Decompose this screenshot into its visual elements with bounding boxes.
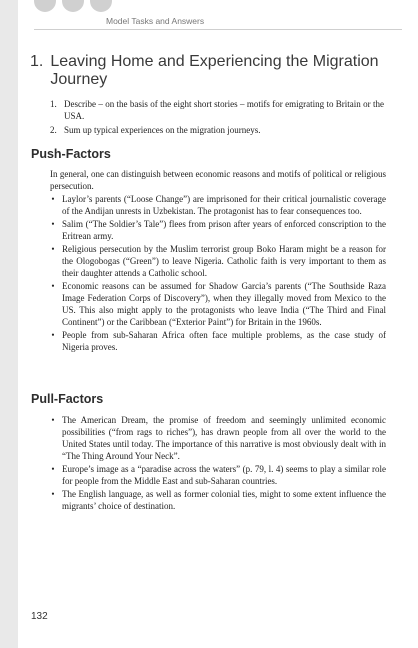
bullet-text: Europe’s image as a “paradise across the waters” (p. 79, l. 4) seems to play a similar role for people from the Middle East and sub-Saharan countries. bbox=[62, 464, 386, 486]
chapter-number: 1. bbox=[30, 53, 44, 70]
task-list bbox=[50, 98, 384, 138]
page-tabs bbox=[34, 0, 112, 12]
header-divider bbox=[34, 29, 402, 30]
bullet-text: Laylor’s parents (“Loose Change”) are imprisoned for their critical journalistic coverage of the Andijan unrests in Uzbekistan. The protagonist has to fear consequences too. bbox=[62, 194, 386, 216]
bullet-icon: • bbox=[51, 244, 55, 254]
bullet-text: Religious persecution by the Muslim terrorist group Boko Haram might be a reason for the Ologobogas (“Green”) to leave Nigeria. Catholic faith is very important to them as their daughter attends a Catholic school. bbox=[62, 244, 386, 278]
list-item bbox=[50, 280, 386, 328]
running-header: Model Tasks and Answers bbox=[106, 16, 205, 26]
pull-factors-heading: Pull-Factors bbox=[31, 392, 104, 406]
bullet-icon: • bbox=[51, 330, 55, 340]
task-item bbox=[50, 98, 384, 122]
bullet-icon: • bbox=[51, 194, 55, 204]
list-item bbox=[50, 463, 386, 487]
task-text: Describe – on the basis of the eight short stories – motifs for emigrating to Britain or the USA. bbox=[64, 99, 384, 121]
tab-circle bbox=[90, 0, 112, 12]
page-number: 132 bbox=[31, 611, 48, 622]
list-item bbox=[50, 414, 386, 462]
task-text: Sum up typical experiences on the migration journeys. bbox=[64, 125, 261, 135]
list-item bbox=[50, 329, 386, 353]
chapter-title bbox=[30, 53, 390, 89]
chapter-title-text: Leaving Home and Experiencing the Migration Journey bbox=[50, 53, 379, 88]
bullet-icon: • bbox=[51, 415, 55, 425]
push-intro-paragraph: In general, one can distinguish between economic reasons and motifs of political or religious persecution. bbox=[50, 169, 386, 191]
push-bullet-list bbox=[50, 193, 386, 353]
bullet-text: Salim (“The Soldier’s Tale”) flees from prison after years of enforced conscription to the Eritrean army. bbox=[62, 219, 386, 241]
push-factors-section bbox=[50, 168, 386, 354]
list-item bbox=[50, 218, 386, 242]
pull-factors-section bbox=[50, 414, 386, 513]
bullet-text: People from sub-Saharan Africa often face multiple problems, as the case study of Nigeria proves. bbox=[62, 330, 386, 352]
bullet-icon: • bbox=[51, 281, 55, 291]
bullet-text: The American Dream, the promise of freedom and seemingly unlimited economic possibilities (“from rags to riches”), has drawn people from all over the world to the United States until today. The importance of this narrative is most obviously dealt with in “The Thing Around Your Neck”. bbox=[62, 415, 386, 461]
bullet-text: Economic reasons can be assumed for Shadow Garcia’s parents (“The Southside Raza Image Federation Corps of Discovery”), when they illegally moved from Mexico to the US. This also might apply to the protagonists who leave India (“The Third and Final Continent”) or the Caribbean (“Exterior Paint”) for Britain in the 1960s. bbox=[62, 281, 386, 327]
list-item bbox=[50, 193, 386, 217]
bullet-icon: • bbox=[51, 219, 55, 229]
task-item bbox=[50, 124, 384, 136]
tab-circle bbox=[62, 0, 84, 12]
bullet-icon: • bbox=[51, 464, 55, 474]
tab-circle bbox=[34, 0, 56, 12]
left-margin-bar bbox=[0, 0, 18, 648]
task-number: 1. bbox=[50, 99, 57, 109]
pull-bullet-list bbox=[50, 414, 386, 512]
bullet-icon: • bbox=[51, 489, 55, 499]
push-factors-heading: Push-Factors bbox=[31, 147, 111, 161]
list-item bbox=[50, 243, 386, 279]
task-number: 2. bbox=[50, 125, 57, 135]
book-page bbox=[18, 0, 418, 648]
list-item bbox=[50, 488, 386, 512]
bullet-text: The English language, as well as former colonial ties, might to some extent influence the migrants’ choice of destination. bbox=[62, 489, 386, 511]
